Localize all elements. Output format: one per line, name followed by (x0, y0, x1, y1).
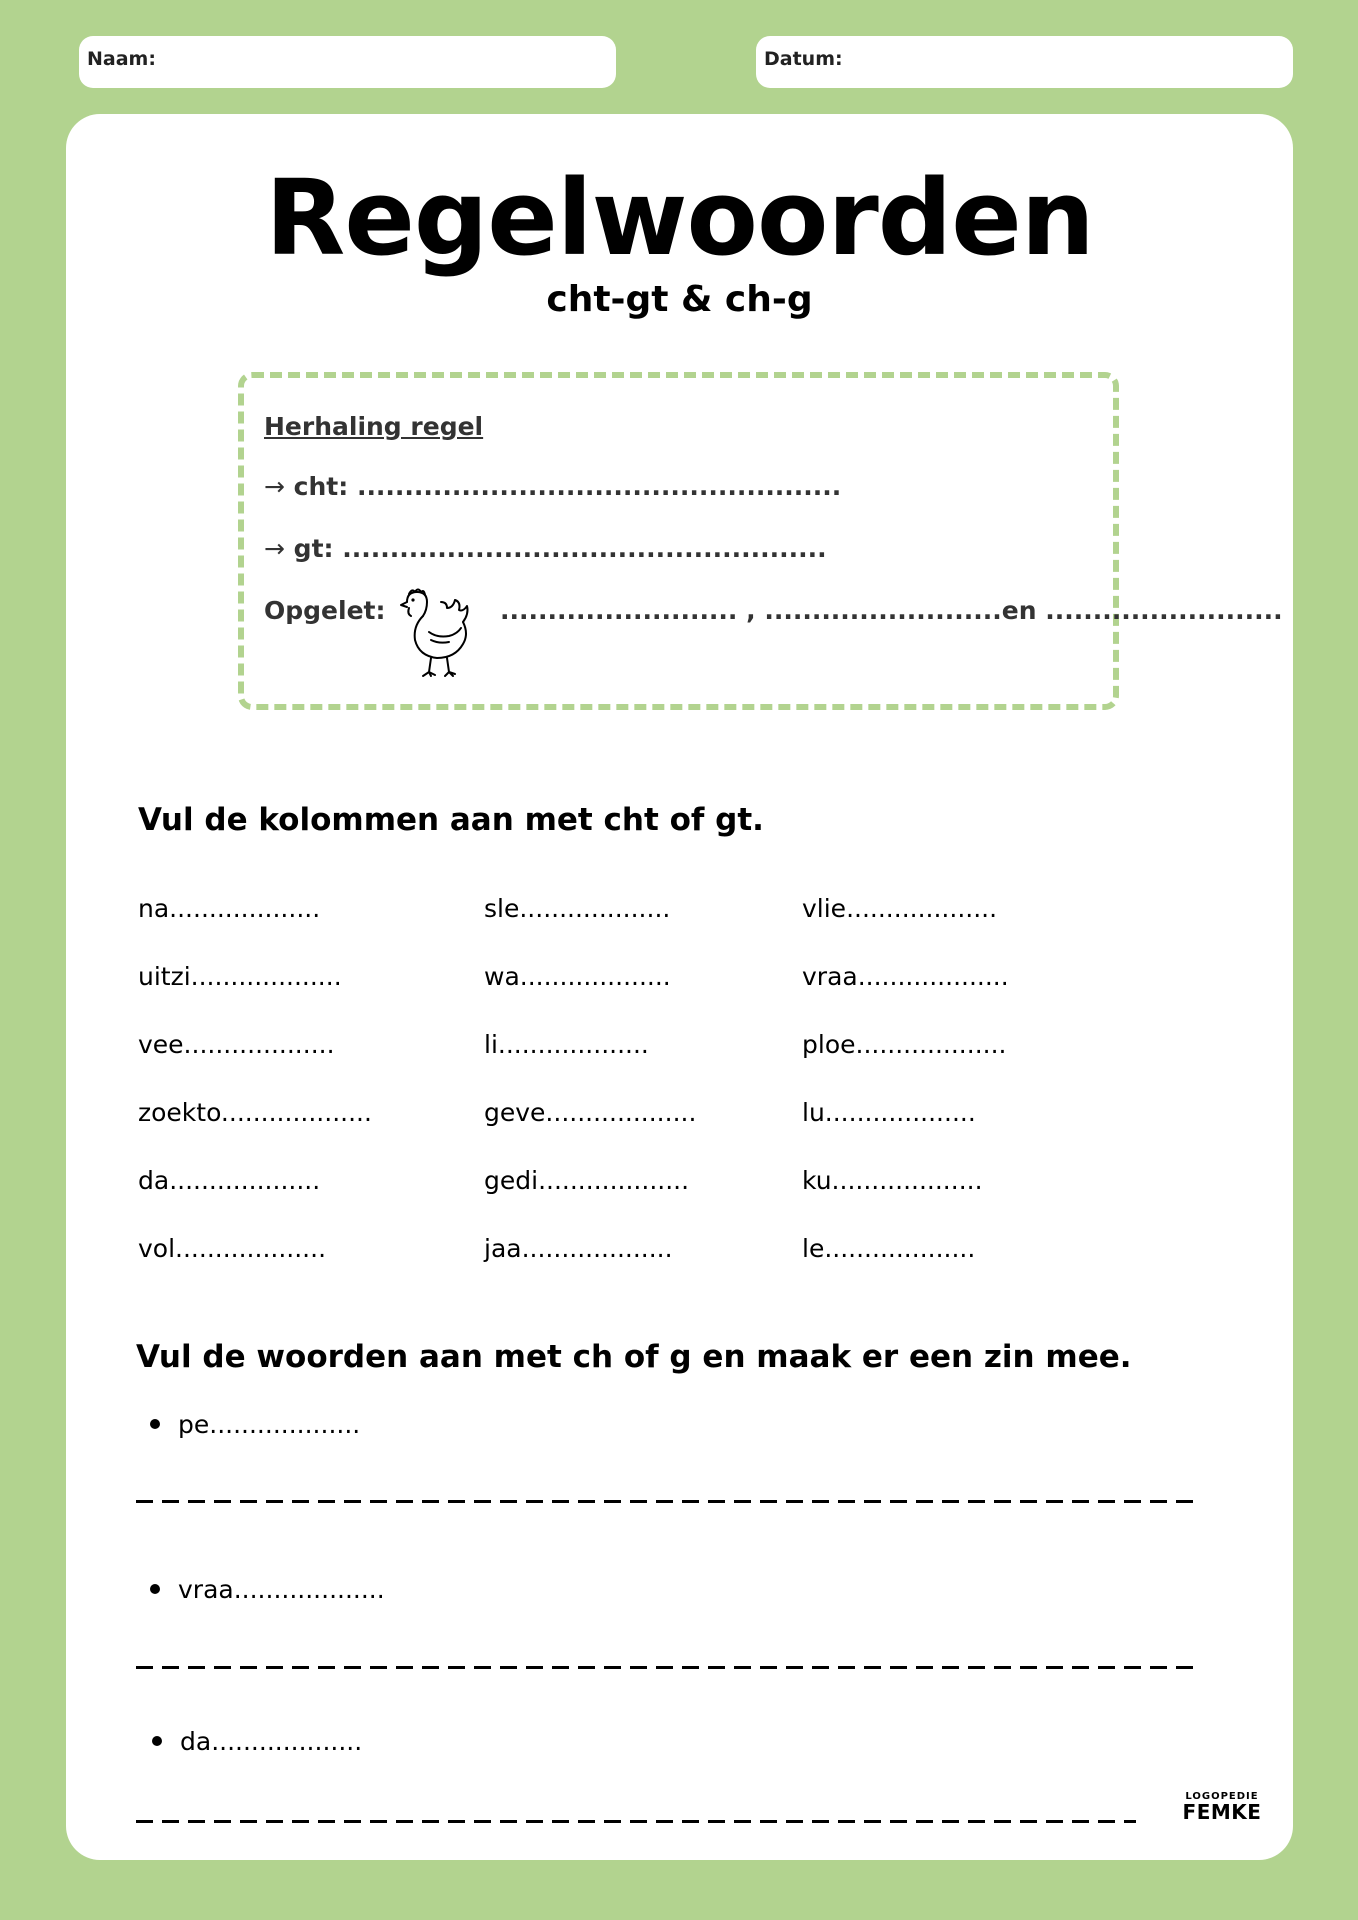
list-item[interactable] (150, 1410, 360, 1439)
word-blank[interactable]: vee................... (138, 1030, 335, 1059)
arrow-icon: → (264, 534, 285, 563)
word-blank[interactable]: uitzi................... (138, 962, 342, 991)
rule-gt-text: gt: ................................................... (293, 534, 827, 563)
name-label: Naam: (87, 48, 156, 70)
word-blank[interactable]: ku................... (802, 1166, 983, 1195)
answer-line[interactable] (136, 1500, 1196, 1503)
word-blank[interactable]: zoekto................... (138, 1098, 372, 1127)
section2-heading: Vul de woorden aan met ch of g en maak er een zin mee. (136, 1339, 1132, 1375)
logo-top-text: LOGOPEDIE (1185, 1791, 1259, 1802)
opgelet-blanks: ......................... , .........................en ......................... (500, 596, 1283, 625)
answer-line[interactable] (136, 1666, 1196, 1669)
date-label: Datum: (764, 48, 843, 70)
rule-heading: Herhaling regel (264, 412, 484, 441)
word-blank[interactable]: ploe................... (802, 1030, 1007, 1059)
word-blank[interactable]: na................... (138, 894, 321, 923)
chicken-icon (395, 580, 475, 680)
word-blank[interactable]: da................... (138, 1166, 321, 1195)
word-blank[interactable]: sle................... (484, 894, 671, 923)
word-blank[interactable]: vlie................... (802, 894, 998, 923)
name-field[interactable] (79, 36, 616, 88)
section1-heading: Vul de kolommen aan met cht of gt. (138, 802, 764, 838)
rule-cht-text: cht: ................................................... (293, 472, 842, 501)
word-blank[interactable]: lu................... (802, 1098, 976, 1127)
rule-box (238, 372, 1283, 710)
word-blank[interactable]: wa................... (484, 962, 671, 991)
word-blank[interactable]: le................... (802, 1234, 976, 1263)
list-item-text: vraa................... (178, 1575, 385, 1604)
page-subtitle: cht-gt & ch-g (546, 279, 813, 320)
rule-line-cht (264, 472, 841, 501)
rule-opgelet-label: Opgelet: (264, 596, 386, 625)
bullet-icon (150, 1584, 160, 1594)
worksheet (66, 114, 1293, 1860)
word-blank[interactable]: vol................... (138, 1234, 327, 1263)
list-item-text: pe................... (178, 1410, 361, 1439)
logo-bottom-text: FEMKE (1182, 1800, 1262, 1824)
answer-line[interactable] (136, 1820, 1136, 1823)
logo (1182, 1792, 1262, 1822)
list-item[interactable] (150, 1575, 385, 1604)
bullet-icon (150, 1419, 160, 1429)
date-field[interactable] (756, 36, 1293, 88)
word-blank[interactable]: vraa................... (802, 962, 1009, 991)
word-blank[interactable]: geve................... (484, 1098, 697, 1127)
list-item[interactable] (152, 1727, 362, 1756)
rule-line-gt (264, 534, 827, 563)
bullet-icon (152, 1736, 162, 1746)
arrow-icon: → (264, 472, 285, 501)
page-title: Regelwoorden (265, 157, 1094, 279)
word-blank[interactable]: li................... (484, 1030, 649, 1059)
word-blank[interactable]: jaa................... (484, 1234, 673, 1263)
list-item-text: da................... (180, 1727, 363, 1756)
word-blank[interactable]: gedi................... (484, 1166, 690, 1195)
